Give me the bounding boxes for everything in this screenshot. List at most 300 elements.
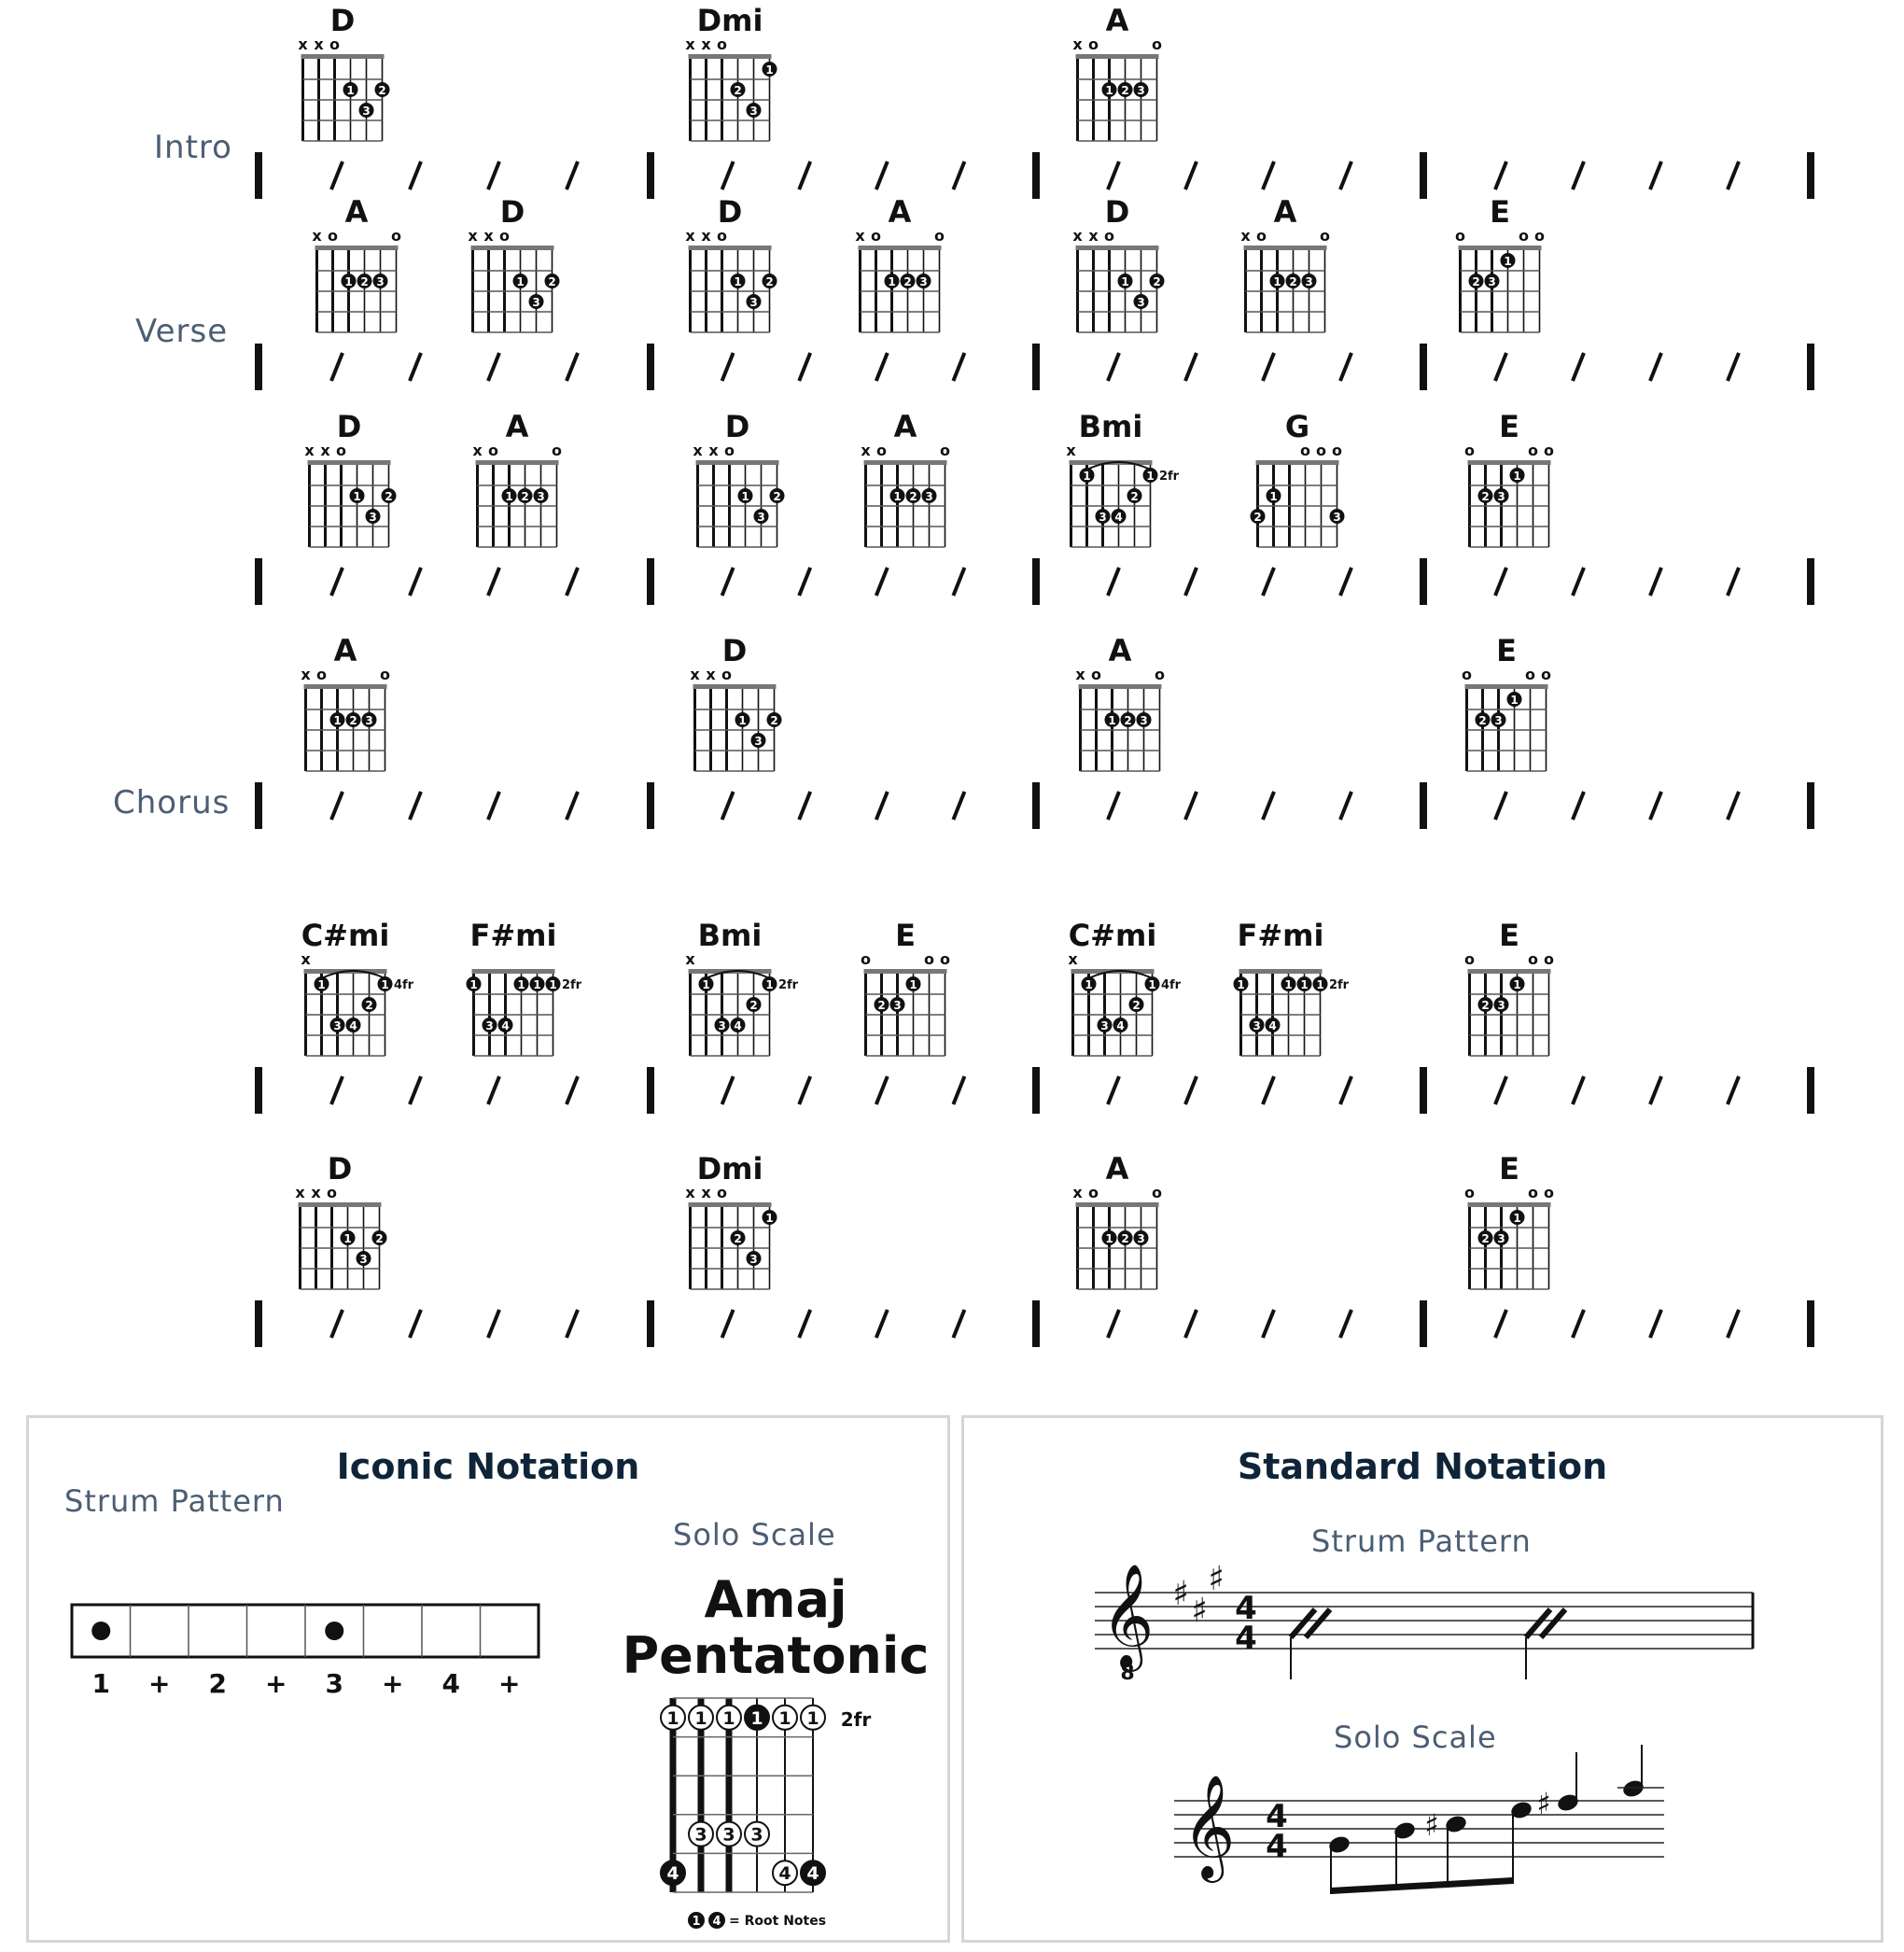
time-signature-bottom: 4 [1235,1620,1257,1657]
beat-slash [410,1310,421,1338]
finger-number: 3 [1137,84,1145,97]
chord-nut [301,54,385,59]
chord-nut [472,969,555,974]
chord-nut [1076,54,1159,59]
finger-number: 3 [1100,1019,1109,1032]
beat-slash [1108,353,1119,381]
chord-diagram-fsharp-mi [1234,918,1350,1056]
bar-line [1807,782,1814,829]
beat-slash [488,1076,499,1104]
chord-diagram-csharp-mi [301,918,413,1056]
scale-note-number: 3 [694,1824,707,1846]
scale-note-number: 3 [750,1824,763,1846]
scale-name-line1: Amaj [704,1570,847,1629]
chord-nut [689,54,772,59]
finger-number: 1 [1300,978,1309,991]
finger-number: 2 [1130,490,1139,503]
string-marker: x [685,1184,695,1201]
finger-number: 3 [749,1253,758,1266]
chord-diagram-bmi [1066,409,1179,547]
beat-slash [876,568,888,596]
string-marker: x [701,35,711,53]
beat-slash [1185,1076,1197,1104]
finger-number: 4 [501,1019,510,1032]
beat-slash [1263,1310,1274,1338]
chord-diagram-e [1462,633,1551,771]
chart-row [255,1151,1814,1347]
finger-number: 1 [909,978,917,991]
string-marker: o [1464,950,1475,968]
beat-slash [953,161,964,190]
beat-slash [1340,353,1351,381]
beat-slash [722,1310,734,1338]
bar-line [1032,558,1040,605]
fret-position-label: 4fr [1160,978,1182,992]
string-marker: x [701,1184,711,1201]
beat-count-label: + [382,1668,404,1699]
string-marker: o [934,227,945,245]
chord-diagram-a [861,409,950,547]
finger-number: 3 [1137,1232,1145,1245]
bar-line [255,1300,262,1347]
chord-diagram-dmi [685,1151,777,1289]
beat-slash [567,792,578,820]
time-signature-bottom: 4 [1266,1828,1288,1865]
bar-line [1032,782,1040,829]
string-marker: o [724,442,735,459]
chord-nut [476,460,559,465]
string-marker: x [685,950,695,968]
string-marker: x [472,442,483,459]
string-marker: o [1464,442,1475,459]
beat-slash [1495,353,1506,381]
chord-nut [1076,246,1159,250]
finger-number: 2 [378,84,386,97]
chord-nut [1239,969,1323,974]
chord-name: G [1284,409,1310,444]
strum-hit-dot [91,1622,110,1640]
string-marker: o [1534,227,1545,245]
finger-number: 2 [1121,84,1129,97]
chord-nut [299,1202,382,1207]
string-marker: o [327,1184,337,1201]
string-marker: x [1088,227,1099,245]
string-marker: x [468,227,478,245]
time-signature-top: 4 [1235,1590,1257,1627]
finger-number: 1 [765,63,774,77]
chord-name: Dmi [696,3,763,38]
string-marker: x [1072,227,1083,245]
bar-line [255,558,262,605]
treble-clef: 𝄞 [1100,1563,1155,1667]
beat-slash [1108,568,1119,596]
bar-line [1420,1300,1427,1347]
chart-row [255,918,1814,1114]
octave-mark: 8 [1120,1662,1135,1685]
scale-fret-position: 2fr [840,1708,872,1731]
chart-row [255,3,1814,199]
finger-number: 1 [1085,978,1093,991]
string-marker: o [1455,227,1465,245]
finger-number: 1 [344,275,353,288]
chord-diagram-a [472,409,562,547]
beat-slash [410,792,421,820]
root-notes-legend: = Root Notes [729,1914,827,1929]
beat-slash [876,353,888,381]
string-marker: o [328,227,338,245]
finger-number: 1 [317,978,326,991]
finger-number: 3 [1137,296,1145,309]
chord-name: C#mi [301,918,390,953]
finger-number: 2 [1132,999,1141,1012]
finger-number: 1 [1513,1212,1521,1225]
chord-name: D [336,409,362,444]
finger-number: 2 [877,999,886,1012]
finger-number: 3 [749,296,758,309]
beat-slash [799,1076,810,1104]
finger-number: 4 [1116,1019,1125,1032]
string-marker: x [483,227,494,245]
string-marker: x [701,227,711,245]
chord-diagram-g [1251,409,1345,547]
beat-slash [1185,568,1197,596]
iconic-notation-panel [26,1415,950,1943]
beat-slash [1573,161,1584,190]
finger-number: 1 [343,1232,352,1245]
string-marker: x [693,442,703,459]
key-sharp: ♯ [1172,1575,1189,1613]
beat-slash [1573,1310,1584,1338]
string-marker: x [298,35,308,53]
finger-number: 1 [734,275,742,288]
beat-slash [567,1310,578,1338]
chord-diagram-a [1240,194,1330,332]
finger-number: 3 [749,105,758,118]
string-marker: x [685,35,695,53]
beat-slash [488,792,499,820]
finger-number: 1 [517,978,525,991]
treble-clef: 𝄞 [1182,1774,1236,1878]
beat-count-label: 3 [325,1668,343,1699]
string-marker: o [1300,442,1310,459]
beat-slash [1108,1310,1119,1338]
beat-slash [799,161,810,190]
finger-number: 2 [765,275,774,288]
beat-slash [410,568,421,596]
beat-slash [876,792,888,820]
finger-number: 1 [346,84,355,97]
string-marker: o [940,950,950,968]
string-marker: o [861,950,871,968]
chord-nut [689,1202,772,1207]
beat-slash [488,161,499,190]
finger-number: 1 [765,1212,774,1225]
finger-number: 1 [888,275,896,288]
bar-line [1032,1067,1040,1114]
beat-slash [488,1310,499,1338]
string-marker: x [312,227,322,245]
standard-notation-title: Standard Notation [1237,1446,1608,1487]
beat-slash [1573,568,1584,596]
chord-diagram-e [1464,1151,1554,1289]
scale-note-number: 3 [722,1824,735,1846]
string-marker: o [721,666,732,683]
finger-number: 2 [1253,511,1262,524]
fret-position-label: 2fr [777,978,799,992]
beat-slash [1650,1310,1661,1338]
finger-number: 2 [734,1232,742,1245]
finger-number: 2 [349,714,357,727]
scale-note-number: 1 [694,1707,707,1729]
beat-slash [953,1310,964,1338]
fret-position-label: 4fr [393,978,414,992]
string-marker: o [1104,227,1114,245]
beat-slash [799,568,810,596]
chord-diagram-d [693,409,784,547]
chord-nut [1256,460,1339,465]
chord-nut [1468,460,1551,465]
finger-number: 2 [734,84,742,97]
chord-nut [1076,1202,1159,1207]
iconic-graphics [29,1418,947,1940]
string-marker: o [1088,1184,1099,1201]
finger-number: 3 [718,1019,726,1032]
finger-number: 1 [1269,490,1278,503]
iconic-notation-title: Iconic Notation [336,1446,640,1487]
beat-slash [1185,161,1197,190]
beat-slash [1728,792,1739,820]
chord-name: E [1499,409,1519,444]
beat-slash [1650,568,1661,596]
chord-name: E [1496,633,1517,668]
chord-diagram-d [468,194,559,332]
finger-number: 1 [1316,978,1324,991]
chord-diagram-a [1072,1151,1162,1289]
chord-name: D [721,633,748,668]
beat-slash [488,353,499,381]
finger-number: 2 [548,275,556,288]
beat-slash [1728,1310,1739,1338]
chord-name: A [893,409,917,444]
string-marker: o [924,950,934,968]
finger-number: 2 [365,999,373,1012]
string-marker: x [1072,35,1083,53]
string-marker: x [1068,950,1078,968]
beat-slash [953,353,964,381]
finger-number: 3 [333,1019,342,1032]
strum-hit-dot [325,1622,343,1640]
beat-slash [953,1076,964,1104]
chord-diagram-a [1072,3,1162,141]
string-marker: o [717,1184,727,1201]
finger-number: 2 [1481,490,1490,503]
finger-number: 2 [1121,1232,1129,1245]
beat-slash [331,1076,343,1104]
beat-slash [1573,1076,1584,1104]
finger-number: 1 [1513,470,1521,483]
chord-nut [304,684,387,689]
beat-slash [876,1076,888,1104]
chord-nut [1468,1202,1551,1207]
string-marker: x [320,442,330,459]
string-marker: o [1528,950,1538,968]
string-marker: o [488,442,498,459]
string-marker: o [1152,1184,1162,1201]
accidental-sharp: ♯ [1536,1786,1551,1821]
finger-number: 4 [734,1019,742,1032]
string-marker: x [295,1184,305,1201]
chord-diagram-a [312,194,401,332]
beat-count-label: + [265,1668,287,1699]
finger-number: 1 [1105,84,1113,97]
finger-number: 2 [749,999,758,1012]
finger-number: 1 [765,978,774,991]
beat-slash [1495,1076,1506,1104]
key-sharp: ♯ [1208,1560,1225,1598]
chord-name: A [1105,3,1129,38]
finger-number: 1 [1513,978,1521,991]
finger-number: 2 [385,490,393,503]
chord-name: D [327,1151,353,1187]
beat-slash [488,568,499,596]
chord-diagram-d [690,633,781,771]
finger-number: 2 [1472,275,1480,288]
finger-number: 3 [1333,511,1341,524]
string-marker: o [336,442,346,459]
finger-number: 3 [925,490,933,503]
beat-count-label: + [498,1668,521,1699]
beat-slash [331,1310,343,1338]
chord-nut [315,246,399,250]
bar-line [1420,782,1427,829]
beat-slash [1340,1076,1351,1104]
chord-nut [471,246,554,250]
chord-diagram-e [861,918,950,1056]
string-marker: x [1072,1184,1083,1201]
string-marker: o [1544,1184,1554,1201]
bar-line [1807,1300,1814,1347]
beat-slash [722,353,734,381]
beat-slash [722,792,734,820]
finger-number: 1 [353,490,361,503]
finger-number: 1 [702,978,710,991]
string-marker: o [552,442,562,459]
string-marker: x [861,442,871,459]
strum-pattern-label: Strum Pattern [64,1483,285,1519]
string-marker: x [314,35,324,53]
legend-root-number: 1 [692,1915,701,1929]
finger-number: 1 [1108,714,1116,727]
scale-note-number: 4 [778,1863,791,1885]
string-marker: x [311,1184,321,1201]
finger-number: 3 [893,999,902,1012]
chord-diagram-e [1464,409,1554,547]
bar-line [1420,344,1427,390]
finger-number: 1 [1105,1232,1113,1245]
finger-number: 1 [533,978,541,991]
bar-line [1807,344,1814,390]
chord-name: A [344,194,369,230]
string-marker: o [717,35,727,53]
chord-name: Bmi [697,918,763,953]
chord-nut [696,460,779,465]
finger-number: 2 [360,275,369,288]
beat-slash [1263,353,1274,381]
finger-number: 3 [1099,511,1107,524]
chord-diagram-a [1075,633,1165,771]
solo-scale-label: Solo Scale [673,1517,836,1552]
chord-name: A [1273,194,1297,230]
finger-number: 2 [1481,1232,1490,1245]
string-marker: o [1519,227,1529,245]
bar-line [1032,344,1040,390]
chord-nut [1468,969,1551,974]
note-beam [1331,1877,1513,1894]
standard-notation-panel [961,1415,1883,1943]
bar-line [1807,558,1814,605]
chord-nut [864,969,947,974]
finger-number: 2 [909,490,917,503]
bar-line [1807,1067,1814,1114]
string-marker: o [329,35,340,53]
beat-count-label: + [148,1668,171,1699]
string-marker: o [1541,666,1551,683]
finger-number: 3 [1494,714,1503,727]
string-marker: o [876,442,887,459]
beat-slash [1650,1076,1661,1104]
chord-name: A [888,194,912,230]
beat-slash [1108,1076,1119,1104]
chord-name: C#mi [1068,918,1157,953]
beat-slash [1573,792,1584,820]
finger-number: 3 [757,511,765,524]
chord-name: A [333,633,357,668]
bar-line [647,782,654,829]
chord-nut [308,460,391,465]
string-marker: x [1075,666,1085,683]
beat-slash [1650,792,1661,820]
beat-slash [876,1310,888,1338]
beat-slash [331,568,343,596]
string-marker: x [855,227,865,245]
finger-number: 4 [349,1019,357,1032]
string-marker: o [1464,1184,1475,1201]
string-marker: o [499,227,510,245]
beat-slash [1185,353,1197,381]
beat-count-label: 4 [441,1668,460,1699]
chord-name: A [505,409,529,444]
finger-number: 3 [754,735,763,748]
finger-number: 3 [485,1019,494,1032]
scale-name-line2: Pentatonic [622,1626,930,1685]
beat-slash [410,353,421,381]
chord-name: D [329,3,356,38]
section-label-chorus: Chorus [113,784,231,822]
chord-diagram-d [295,1151,386,1289]
beat-slash [1728,568,1739,596]
beat-slash [1263,568,1274,596]
beat-slash [1650,161,1661,190]
beat-slash [567,353,578,381]
beat-slash [953,568,964,596]
chord-name: D [499,194,525,230]
string-marker: o [1462,666,1472,683]
string-marker: o [1528,442,1538,459]
beat-slash [1495,161,1506,190]
string-marker: o [391,227,401,245]
string-marker: o [940,442,950,459]
finger-number: 1 [1121,275,1129,288]
